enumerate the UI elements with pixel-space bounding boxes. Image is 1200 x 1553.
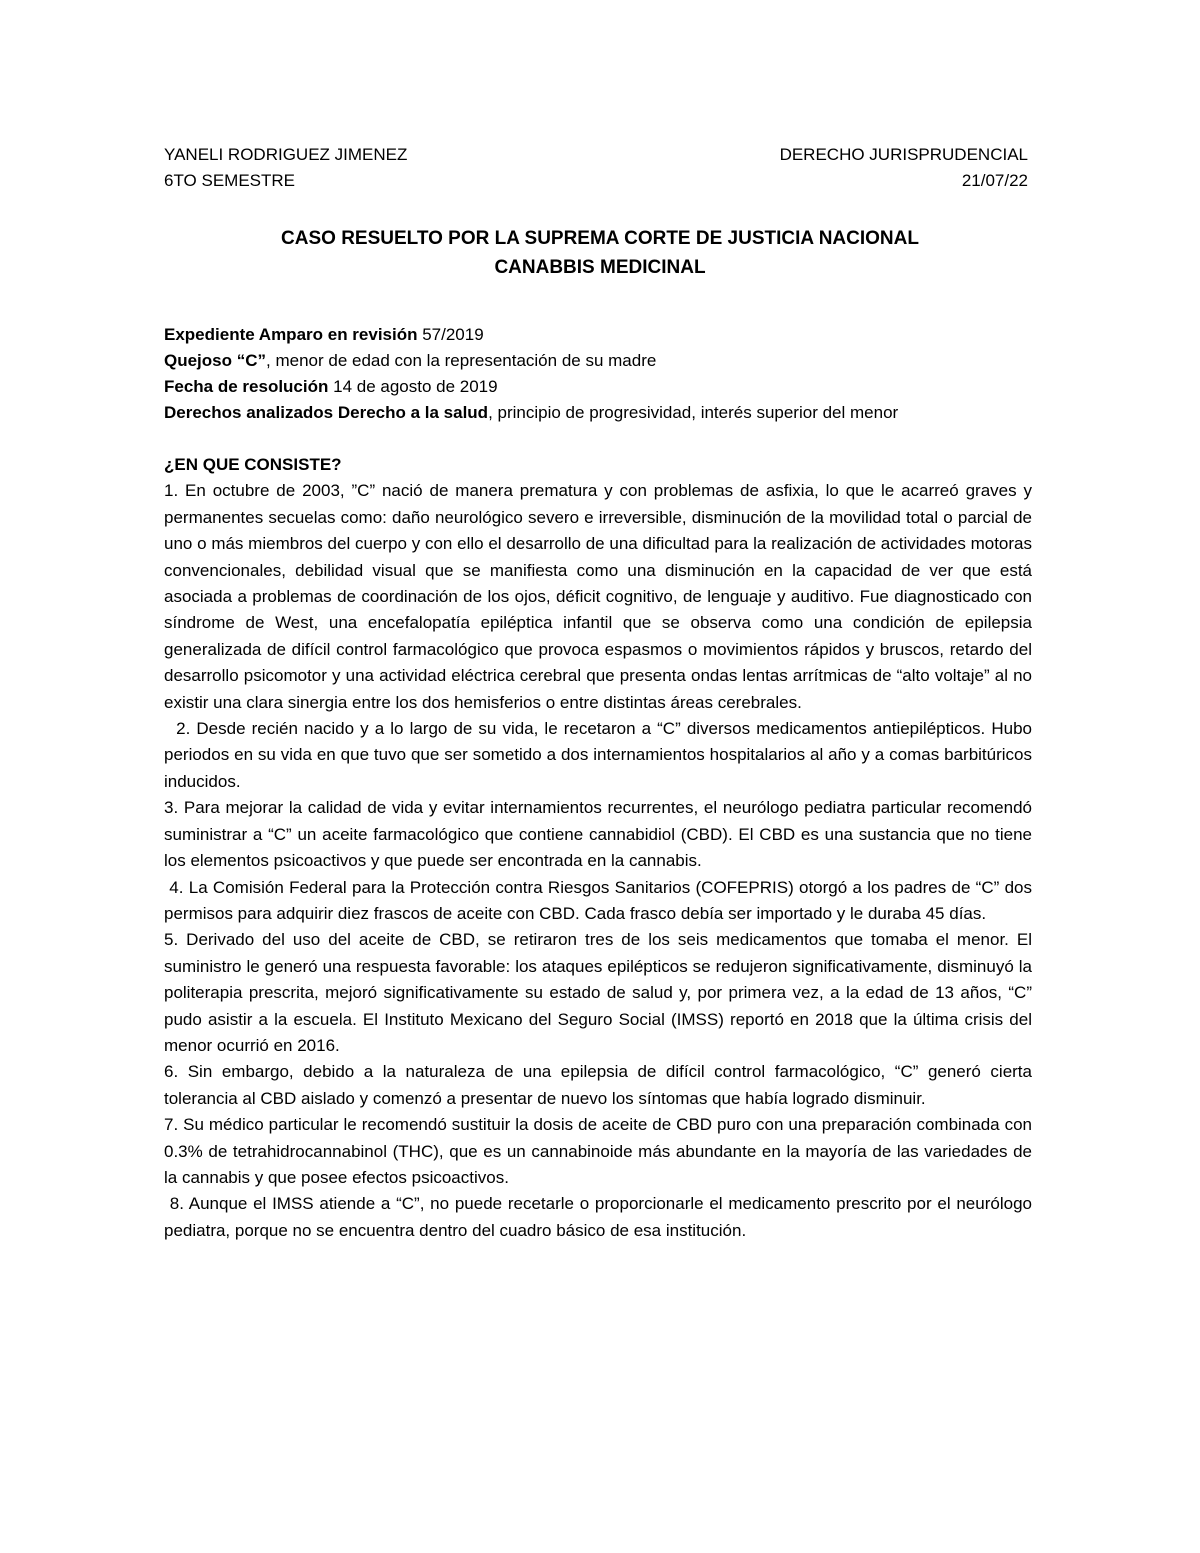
case-metadata — [164, 322, 1034, 426]
document-body — [164, 452, 1037, 1244]
paragraph-7: 7. Su médico particular le recomendó sustituir la dosis de aceite de CBD puro con una preparación combinada con 0.3% de tetrahidrocannabinol (THC), que es un cannabinoide más abundante en la mayoría de las variedades de la cannabis y que posee efectos psicoactivos. — [164, 1115, 1032, 1187]
section-heading: ¿EN QUE CONSISTE? — [164, 455, 342, 474]
fecha-label: Fecha de resolución — [164, 377, 329, 396]
expediente-value: 57/2019 — [417, 325, 484, 344]
author-name: YANELI RODRIGUEZ JIMENEZ — [164, 145, 408, 164]
paragraph-8: 8. Aunque el IMSS atiende a “C”, no puede recetarle o proporcionarle el medicamento prescrito por el neurólogo pediatra, porque no se encuentra dentro del cuadro básico de esa institución. — [164, 1194, 1037, 1240]
paragraph-5: 5. Derivado del uso del aceite de CBD, se retiraron tres de los seis medicamentos que tomaba el menor. El suministro le generó una respuesta favorable: los ataques epilépticos se redujeron significativamente, disminuyó la politerapia prescrita, mejoró significativamente su estado de salud y, por primera vez, a la edad de 13 años, “C” pudo asistir a la escuela. El Instituto Mexicano del Seguro Social (IMSS) reportó en 2018 que la última crisis del menor ocurrió en 2016. — [164, 930, 1032, 1055]
fecha-value: 14 de agosto de 2019 — [328, 377, 498, 396]
course-name: DERECHO JURISPRUDENCIAL — [779, 145, 1028, 164]
quejoso-label: Quejoso “C” — [164, 351, 267, 370]
paragraph-2: 2. Desde recién nacido y a lo largo de su vida, le recetaron a “C” diversos medicamentos antiepilépticos. Hubo periodos en su vida en que tuvo que ser sometido a dos internamientos hospitalarios al año y a comas barbitúricos inducidos. — [164, 719, 1037, 791]
paragraph-3: 3. Para mejorar la calidad de vida y evitar internamientos recurrentes, el neurólogo pediatra particular recomendó suministrar a “C” un aceite farmacológico que contiene cannabidiol (CBD). El CBD es una sustancia que no tiene los elementos psicoactivos y que puede ser encontrada en la cannabis. — [164, 798, 1032, 871]
title-line-1: CASO RESUELTO POR LA SUPREMA CORTE DE JUSTICIA NACIONAL — [281, 228, 919, 249]
expediente-row — [164, 322, 1034, 348]
derechos-row — [164, 400, 1034, 426]
quejoso-row — [164, 348, 1034, 374]
title-line-2: CANABBIS MEDICINAL — [494, 257, 706, 278]
expediente-label: Expediente Amparo en revisión — [164, 325, 418, 344]
derechos-label: Derechos analizados Derecho a la salud — [164, 403, 489, 422]
document-date: 21/07/22 — [961, 171, 1028, 190]
header-left — [164, 142, 407, 194]
paragraph-6: 6. Sin embargo, debido a la naturaleza de una epilepsia de difícil control farmacológico, “C” generó cierta tolerancia al CBD aislado y comenzó a presentar de nuevo los síntomas que había logrado disminuir. — [164, 1062, 1032, 1108]
paragraph-1: 1. En octubre de 2003, ”C” nació de manera prematura y con problemas de asfixia, lo que le acarreó graves y permanentes secuelas como: daño neurológico severo e irreversible, disminución de la movilidad total o parcial de uno o más miembros del cuerpo y con ello el desarrollo de una dificultad para la realización de actividades motoras convencionales, debilidad visual que se manifiesta como una disminución en la capacidad de ver que está asociada a problemas de coordinación de los ojos, déficit cognitivo, de lenguaje y auditivo. Fue diagnosticado con síndrome de West, una encefalopatía epiléptica infantil que se observa como una condición de epilepsia generalizada de difícil control farmacológico que provoca espasmos o movimientos rápidos y bruscos, retardo del desarrollo psicomotor y una actividad eléctrica cerebral que presenta ondas lentas arrítmicas de “alto voltaje” al no existir una clara sinergia entre los dos hemisferios o entre distintas áreas cerebrales. — [164, 481, 1032, 712]
paragraph-4: 4. La Comisión Federal para la Protección contra Riesgos Sanitarios (COFEPRIS) otorgó a los padres de “C” dos permisos para adquirir diez frascos de aceite con CBD. Cada frasco debía ser importado y le duraba 45 días. — [164, 877, 1037, 923]
quejoso-value: , menor de edad con la representación de su madre — [266, 351, 657, 370]
semester: 6TO SEMESTRE — [164, 171, 295, 190]
fecha-row — [164, 374, 1034, 400]
derechos-value: , principio de progresividad, interés superior del menor — [488, 403, 899, 422]
document-title — [0, 224, 1200, 282]
header-right — [780, 142, 1028, 194]
